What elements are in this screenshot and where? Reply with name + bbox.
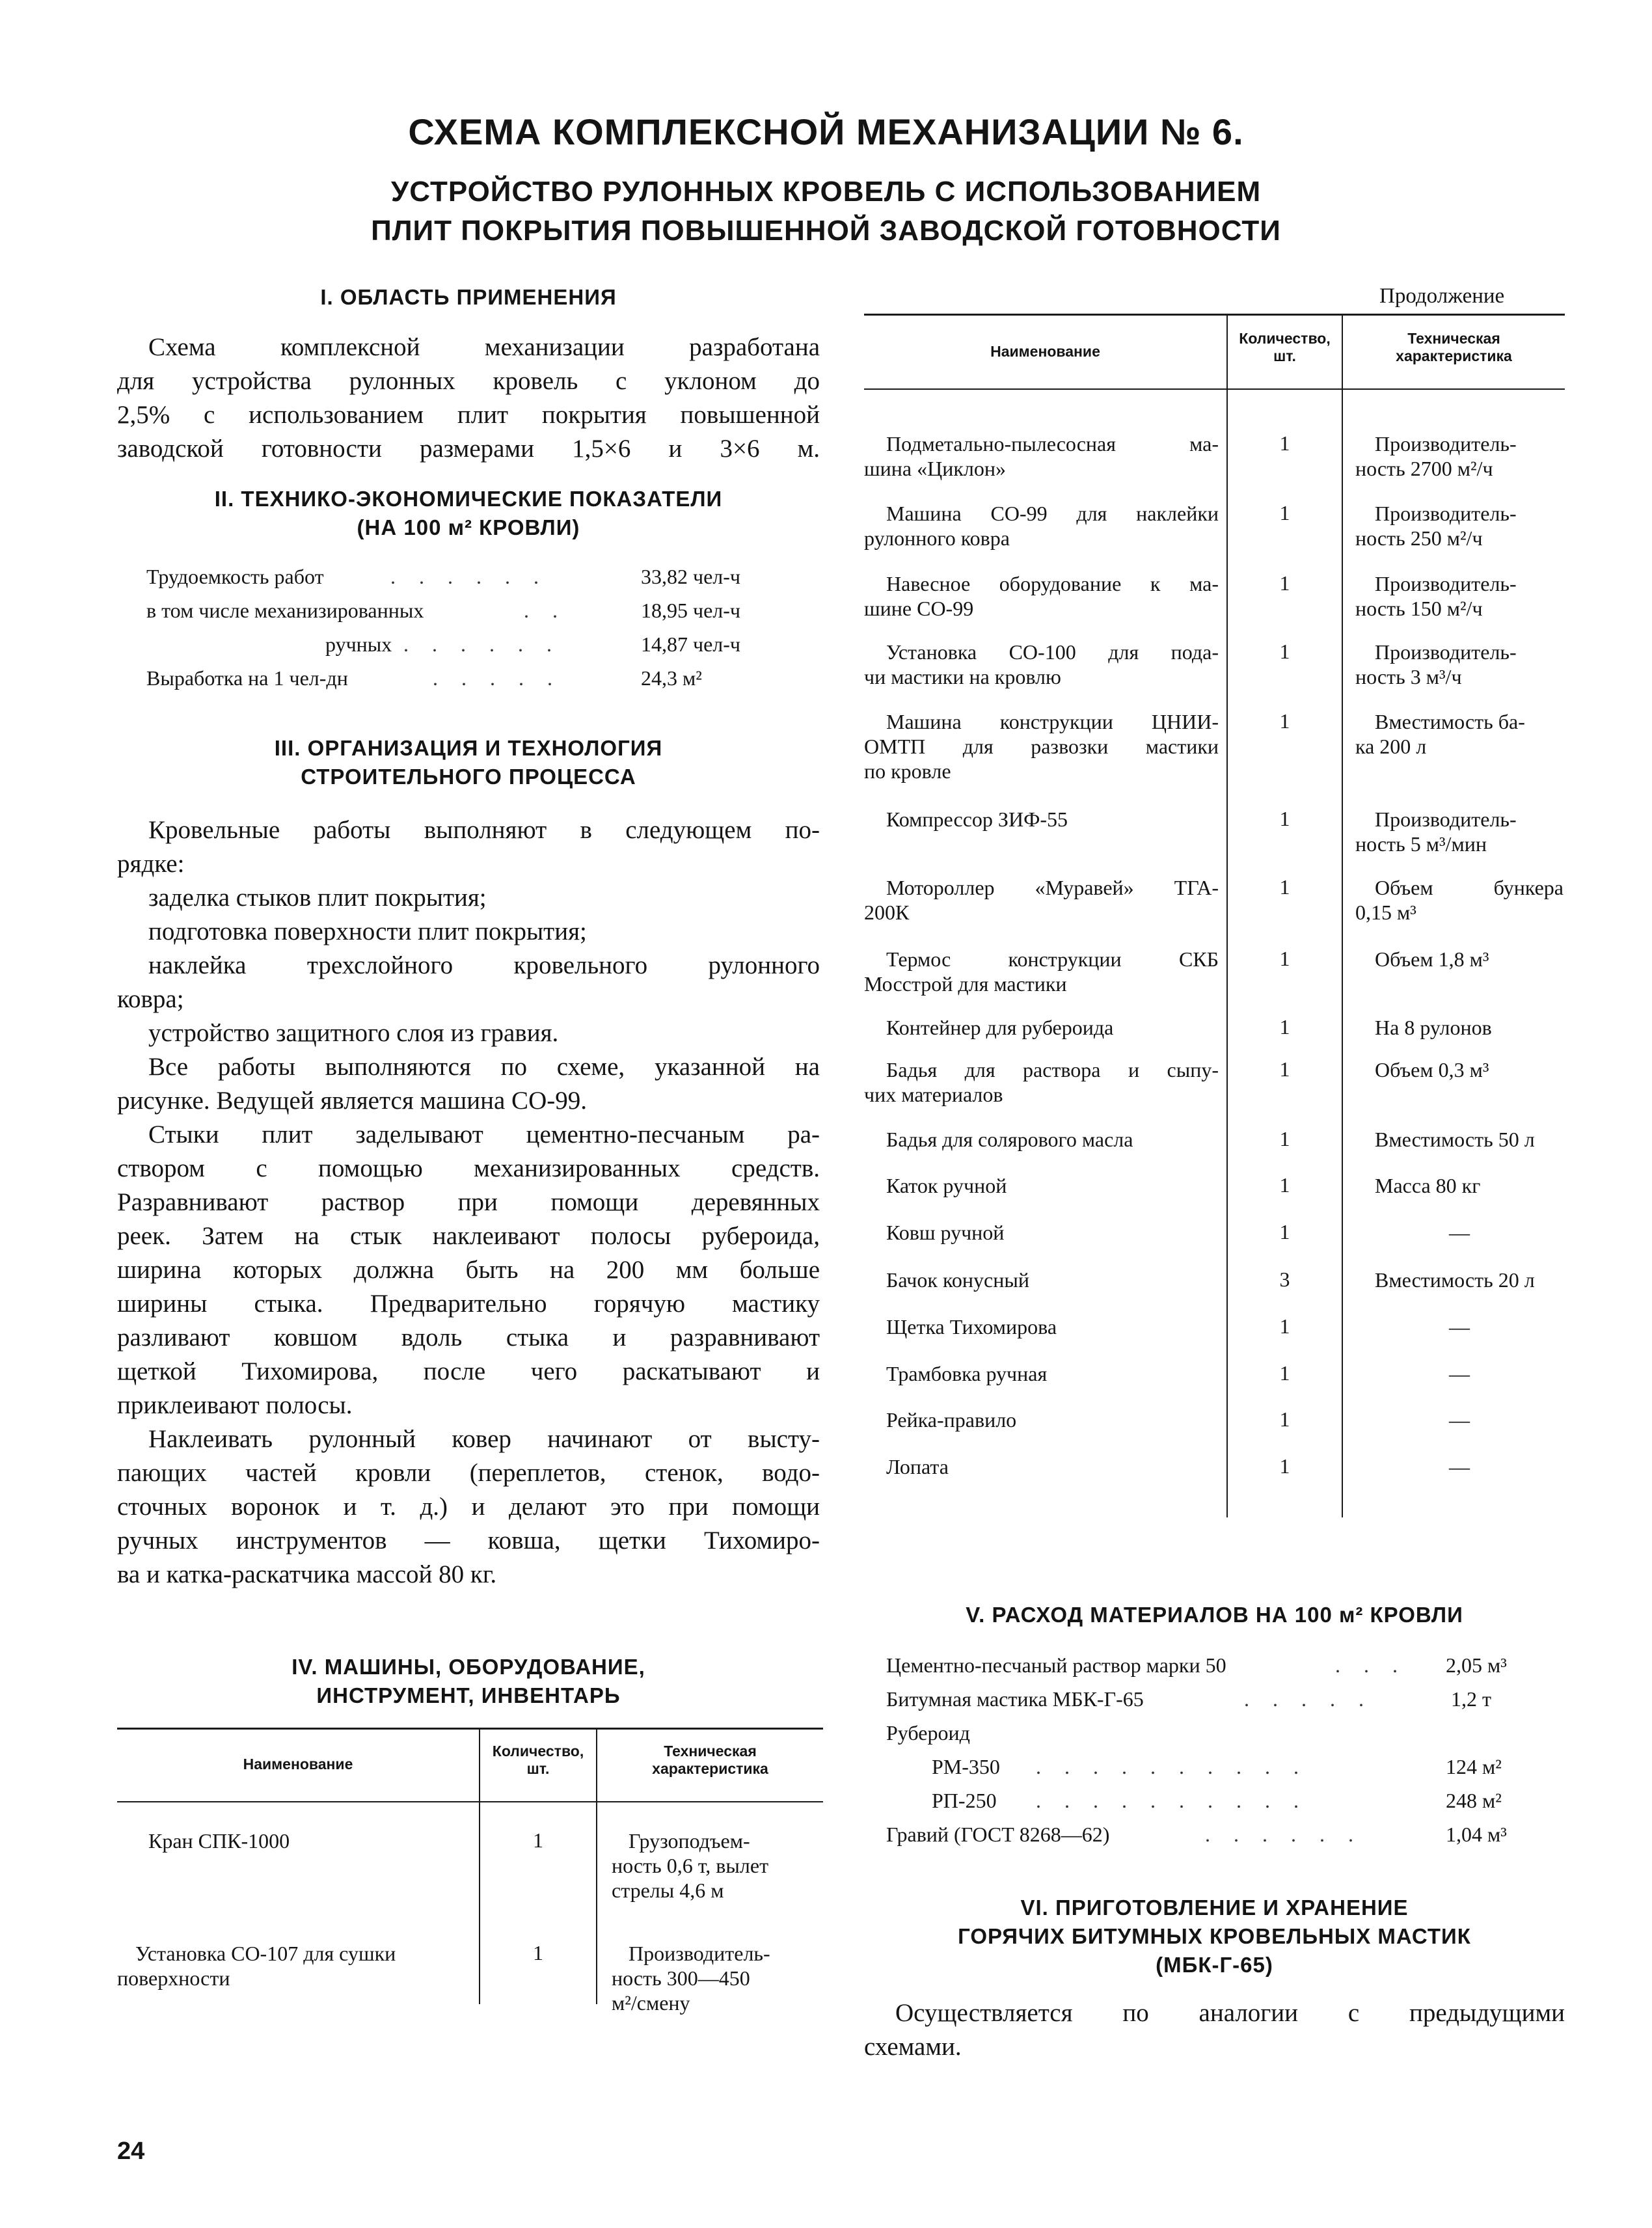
text-line: наклейка трехслойного кровельного рулонного xyxy=(148,951,820,979)
table-row-qty: 1 xyxy=(1279,709,1290,733)
table-row-qty: 1 xyxy=(1279,1127,1290,1150)
table-row-characteristics xyxy=(1355,1314,1564,1339)
char-line: стрелы 4,6 м xyxy=(612,1879,724,1902)
indicator-value: 33,82 чел-ч xyxy=(641,565,741,588)
table-header-rule xyxy=(117,1801,823,1802)
name-line: по кровле xyxy=(864,759,951,783)
text-line: рядке: xyxy=(117,850,185,878)
section-3-heading xyxy=(117,734,820,791)
heading-line: VI. ПРИГОТОВЛЕНИЕ И ХРАНЕНИЕ xyxy=(1020,1895,1409,1920)
name-line: Навесное оборудование к ма- xyxy=(886,572,1219,595)
text-line: Разравнивают раствор при помощи деревянных xyxy=(117,1188,820,1216)
char-line: Производитель- xyxy=(1375,640,1517,664)
indicator-row xyxy=(146,560,823,593)
dot-leader: . . . . . xyxy=(433,666,562,690)
table-row-characteristics xyxy=(1355,501,1564,550)
table-row-name xyxy=(864,1173,1219,1198)
dot-leader: . . . . . xyxy=(1244,1687,1373,1711)
table-row-characteristics xyxy=(1355,947,1564,971)
material-label: Гравий (ГОСТ 8268—62) xyxy=(886,1823,1110,1846)
section-1-heading: I. ОБЛАСТЬ ПРИМЕНЕНИЯ xyxy=(320,285,617,309)
table-row-qty: 1 xyxy=(1279,1220,1290,1243)
dot-leader: . . xyxy=(524,599,567,622)
indicator-label: ручных xyxy=(325,632,392,656)
heading-line: (НА 100 м² КРОВЛИ) xyxy=(357,515,580,539)
table-row-qty: 1 xyxy=(1279,1361,1290,1385)
text-line: Кровельные работы выполняют в следующем по- xyxy=(148,816,820,844)
text-line: приклеивают полосы. xyxy=(117,1391,353,1419)
header-line: шт. xyxy=(526,1760,550,1777)
table-row-name xyxy=(864,1268,1219,1292)
material-row xyxy=(886,1716,1524,1750)
name-line: Машина конструкции ЦНИИ- xyxy=(886,710,1219,733)
char-line: Вместимость ба- xyxy=(1375,710,1525,733)
heading-line: (МБК-Г-65) xyxy=(1156,1953,1273,1977)
column-header-characteristics xyxy=(1343,330,1565,365)
table-row-name xyxy=(864,1127,1219,1152)
table-row-qty: 1 xyxy=(1279,640,1290,663)
header-line: характеристика xyxy=(1396,347,1512,364)
table-row-characteristics xyxy=(1355,1057,1564,1082)
table-row-qty: 1 xyxy=(1279,1407,1290,1431)
table-row-name xyxy=(864,571,1219,621)
table-row-characteristics xyxy=(1355,1268,1564,1292)
indicator-label: Выработка на 1 чел-дн xyxy=(146,666,348,690)
material-value: 1,2 т xyxy=(1451,1687,1491,1711)
continuation-table-body xyxy=(864,423,1565,1516)
page-title: СХЕМА КОМПЛЕКСНОЙ МЕХАНИЗАЦИИ № 6. xyxy=(408,111,1244,152)
material-label: РП-250 xyxy=(932,1789,997,1812)
char-line: Объем 0,3 м³ xyxy=(1375,1058,1489,1081)
char-line: Производитель- xyxy=(629,1942,770,1965)
char-line: Вместимость 50 л xyxy=(1375,1128,1535,1151)
name-line: ОМТП для развозки мастики xyxy=(864,735,1219,758)
name-line: Бадья для солярового масла xyxy=(886,1128,1133,1151)
text-line: Наклеивать рулонный ковер начинают от высту- xyxy=(148,1425,820,1453)
text-line: сточных воронок и т. д.) и делают это при помощи xyxy=(117,1493,820,1521)
char-line: ность 250 м²/ч xyxy=(1355,526,1483,550)
column-header-qty xyxy=(1228,330,1342,365)
char-line: — xyxy=(1449,1362,1470,1385)
name-line: рулонного ковра xyxy=(864,526,1010,550)
table-top-rule xyxy=(864,314,1565,316)
char-line: — xyxy=(1449,1455,1470,1478)
table-row-characteristics xyxy=(1355,640,1564,689)
table-row-characteristics xyxy=(1355,1015,1564,1040)
material-label: РМ-350 xyxy=(932,1755,1000,1778)
indicator-label: в том числе механизированных xyxy=(146,599,424,622)
header-line: характеристика xyxy=(652,1760,768,1777)
text-line: подготовка поверхности плит покрытия; xyxy=(148,917,587,945)
section-5-heading: V. РАСХОД МАТЕРИАЛОВ НА 100 м² КРОВЛИ xyxy=(966,1603,1463,1627)
dot-leader: . . . . . . xyxy=(403,632,561,656)
dot-leader: . . . xyxy=(1335,1653,1407,1677)
table-row-characteristics xyxy=(1355,571,1564,621)
material-label: Цементно-песчаный раствор марки 50 xyxy=(886,1653,1226,1677)
char-line: На 8 рулонов xyxy=(1375,1016,1492,1039)
dot-leader: . . . . . . xyxy=(1205,1823,1362,1846)
text-line: реек. Затем на стык наклеивают полосы рубероида, xyxy=(117,1222,820,1250)
text-line: заводской готовности размерами 1,5×6 и 3×6 м. xyxy=(117,435,820,463)
name-line: Кран СПК-1000 xyxy=(148,1829,290,1853)
table-row-characteristics xyxy=(1355,875,1564,925)
text-line: заделка стыков плит покрытия; xyxy=(148,884,487,912)
text-line: щеткой Тихомирова, после чего раскатывают и xyxy=(117,1357,820,1385)
table-row-name xyxy=(130,1828,468,1853)
material-row xyxy=(886,1648,1524,1682)
text-line: Осуществляется по аналогии с предыдущими xyxy=(895,1999,1565,2027)
name-line: Бачок конусный xyxy=(886,1268,1029,1292)
subtitle-line-2: ПЛИТ ПОКРЫТИЯ ПОВЫШЕННОЙ ЗАВОДСКОЙ ГОТОВНОСТИ xyxy=(371,215,1281,247)
material-row xyxy=(886,1750,1524,1784)
table-row-characteristics xyxy=(1355,1220,1564,1245)
text-line: ва и катка-раскатчика массой 80 кг. xyxy=(117,1560,497,1588)
heading-line: СТРОИТЕЛЬНОГО ПРОЦЕССА xyxy=(301,765,636,789)
name-line: 200К xyxy=(864,901,910,924)
material-row xyxy=(886,1682,1524,1716)
section-2-heading xyxy=(117,485,820,542)
dot-leader: . . . . . . . . . . xyxy=(1036,1789,1308,1812)
material-label: Рубероид xyxy=(886,1721,970,1745)
text-line: для устройства рулонных кровель с уклоном до xyxy=(117,367,820,395)
name-line: Установка СО-100 для пода- xyxy=(886,640,1219,664)
material-value: 1,04 м³ xyxy=(1446,1823,1507,1846)
indicator-row xyxy=(146,627,823,661)
table-row-name xyxy=(864,807,1219,832)
name-line: шина «Циклон» xyxy=(864,457,1006,480)
heading-line: II. ТЕХНИКО-ЭКОНОМИЧЕСКИЕ ПОКАЗАТЕЛИ xyxy=(214,487,723,511)
char-line: Производитель- xyxy=(1375,502,1517,525)
table-row-name xyxy=(864,1454,1219,1479)
section-1-text xyxy=(117,331,820,466)
name-line: поверхности xyxy=(117,1966,230,1990)
text-line: устройство защитного слоя из гравия. xyxy=(148,1019,559,1047)
table-row-characteristics xyxy=(1355,807,1564,856)
name-line: Лопата xyxy=(886,1455,949,1478)
char-line: Производитель- xyxy=(1375,808,1517,831)
table-row-characteristics xyxy=(1355,1454,1564,1479)
indicator-row xyxy=(146,661,823,695)
name-line: Рейка-правило xyxy=(886,1408,1017,1432)
name-line: Каток ручной xyxy=(886,1174,1007,1197)
table-row-qty: 1 xyxy=(533,1828,543,1852)
material-row xyxy=(886,1817,1524,1851)
table-row-name xyxy=(864,1220,1219,1245)
section-6-text xyxy=(864,1996,1565,2064)
text-line: схемами. xyxy=(864,2033,962,2061)
name-line: Мосстрой для мастики xyxy=(864,972,1067,996)
table-row-qty: 1 xyxy=(1279,947,1290,970)
indicator-row xyxy=(146,593,823,627)
char-line: Производитель- xyxy=(1375,572,1517,595)
text-line: ковра; xyxy=(117,985,184,1013)
indicator-value: 18,95 чел-ч xyxy=(641,599,741,622)
text-line: рисунке. Ведущей является машина СО-99. xyxy=(117,1087,587,1115)
indicator-value: 24,3 м² xyxy=(641,666,702,690)
char-line: — xyxy=(1449,1315,1470,1338)
char-line: 0,15 м³ xyxy=(1355,901,1416,924)
table-row-name xyxy=(864,875,1219,925)
table-row-characteristics xyxy=(1355,1173,1564,1198)
table-row-qty: 1 xyxy=(1279,1057,1290,1081)
table-row-characteristics xyxy=(1355,1407,1564,1432)
char-line: ность 150 м²/ч xyxy=(1355,597,1483,620)
indicator-value: 14,87 чел-ч xyxy=(641,632,741,656)
table-row-characteristics xyxy=(1355,431,1564,481)
text-line: пающих частей кровли (переплетов, стенок, водо- xyxy=(117,1459,820,1487)
page-number: 24 xyxy=(117,2138,145,2165)
char-line: Масса 80 кг xyxy=(1375,1174,1481,1197)
text-line: Схема комплексной механизации разработана xyxy=(148,333,820,361)
name-line: Машина СО-99 для наклейки xyxy=(886,502,1219,525)
table-row-qty: 1 xyxy=(1279,1314,1290,1338)
table-row-qty: 1 xyxy=(1279,1454,1290,1478)
heading-line: IV. МАШИНЫ, ОБОРУДОВАНИЕ, xyxy=(291,1655,645,1679)
char-line: Вместимость 20 л xyxy=(1375,1268,1535,1292)
column-header-name: Наименование xyxy=(990,343,1100,360)
name-line: Мотороллер «Муравей» ТГА- xyxy=(886,876,1219,899)
continuation-label: Продолжение xyxy=(1379,284,1505,308)
table-row-characteristics xyxy=(1355,1361,1564,1386)
table-row-name xyxy=(864,431,1219,481)
column-header-characteristics xyxy=(597,1743,823,1778)
name-line: Щетка Тихомирова xyxy=(886,1315,1057,1338)
header-line: Техническая xyxy=(1407,330,1500,347)
section-6-heading xyxy=(864,1894,1565,1979)
table-row-name xyxy=(117,1941,468,1990)
table-row-qty: 1 xyxy=(1279,571,1290,595)
section-4-heading xyxy=(117,1653,820,1710)
dot-leader: . . . . . . . . . . xyxy=(1036,1755,1308,1778)
table-row-qty: 1 xyxy=(1279,875,1290,899)
name-line: Контейнер для рубероида xyxy=(886,1016,1114,1039)
table-row-characteristics xyxy=(1355,709,1564,759)
indicators-list xyxy=(146,560,823,695)
name-line: Термос конструкции СКБ xyxy=(886,947,1219,971)
table-row-name xyxy=(864,501,1219,550)
text-line: разливают ковшом вдоль стыка и разравнивают xyxy=(117,1324,820,1352)
name-line: Ковш ручной xyxy=(886,1221,1005,1244)
name-line: шине СО-99 xyxy=(864,597,974,620)
material-value: 124 м² xyxy=(1446,1755,1502,1778)
table-row-name xyxy=(864,1057,1219,1107)
table-row-characteristics xyxy=(1355,1127,1564,1152)
name-line: Бадья для раствора и сыпу- xyxy=(886,1058,1219,1081)
table-row-qty: 1 xyxy=(1279,1015,1290,1039)
text-line: ширина которых должна быть на 200 мм больше xyxy=(117,1256,820,1284)
section-3-text xyxy=(117,813,820,1592)
header-line: Количество, xyxy=(492,1743,584,1759)
table-row-name xyxy=(864,709,1219,783)
heading-line: ИНСТРУМЕНТ, ИНВЕНТАРЬ xyxy=(316,1683,621,1707)
header-line: Техническая xyxy=(664,1743,757,1759)
char-line: ность 3 м³/ч xyxy=(1355,665,1462,688)
material-value: 2,05 м³ xyxy=(1446,1653,1507,1677)
header-line: Количество, xyxy=(1239,330,1331,347)
char-line: Объем бункера xyxy=(1375,876,1564,899)
heading-line: III. ОРГАНИЗАЦИЯ И ТЕХНОЛОГИЯ xyxy=(274,736,663,760)
material-row xyxy=(886,1784,1524,1817)
heading-line: ГОРЯЧИХ БИТУМНЫХ КРОВЕЛЬНЫХ МАСТИК xyxy=(958,1924,1471,1948)
name-line: Компрессор ЗИФ-55 xyxy=(886,808,1068,831)
subtitle-line-1: УСТРОЙСТВО РУЛОННЫХ КРОВЕЛЬ С ИСПОЛЬЗОВАНИЕМ xyxy=(390,176,1262,208)
table-row-qty: 1 xyxy=(1279,501,1290,524)
char-line: ка 200 л xyxy=(1355,735,1427,758)
table-row-name xyxy=(864,1015,1219,1040)
name-line: Подметально-пылесосная ма- xyxy=(886,432,1219,455)
column-header-name: Наименование xyxy=(243,1756,353,1773)
name-line: Установка СО-107 для сушки xyxy=(135,1942,396,1965)
name-line: Трамбовка ручная xyxy=(886,1362,1048,1385)
char-line: ность 0,6 т, вылет xyxy=(612,1854,769,1877)
text-line: 2,5% с использованием плит покрытия повышенной xyxy=(117,401,820,429)
text-line: ручных инструментов — ковша, щетки Тихомиро- xyxy=(117,1527,820,1555)
text-line: Стыки плит заделывают цементно-песчаным ра- xyxy=(148,1121,820,1148)
name-line: чих материалов xyxy=(864,1083,1003,1106)
char-line: — xyxy=(1449,1221,1470,1244)
material-label: Битумная мастика МБК-Г-65 xyxy=(886,1687,1144,1711)
table-row-name xyxy=(864,1361,1219,1386)
char-line: Производитель- xyxy=(1375,432,1517,455)
text-line: Все работы выполняются по схеме, указанной на xyxy=(148,1053,820,1081)
table-row-qty: 3 xyxy=(1279,1268,1290,1291)
table-row-qty: 1 xyxy=(1279,807,1290,830)
table-row-qty: 1 xyxy=(1279,1173,1290,1197)
dot-leader: . . . . . . xyxy=(390,565,548,588)
char-line: Объем 1,8 м³ xyxy=(1375,947,1489,971)
table-header-rule xyxy=(864,388,1565,390)
indicator-label: Трудоемкость работ xyxy=(146,565,324,588)
text-line: створом с помощью механизированных средств. xyxy=(117,1154,820,1182)
name-line: чи мастики на кровлю xyxy=(864,665,1061,688)
table-row-name xyxy=(864,640,1219,689)
column-header-qty xyxy=(480,1743,596,1778)
material-value: 248 м² xyxy=(1446,1789,1502,1812)
text-line: ширины стыка. Предварительно горячую мастику xyxy=(117,1290,820,1318)
char-line: ность 300—450 xyxy=(612,1966,750,1990)
char-line: м²/смену xyxy=(612,1991,690,2015)
materials-list xyxy=(886,1648,1524,1851)
table-row-characteristics xyxy=(612,1941,820,2015)
char-line: ность 2700 м²/ч xyxy=(1355,457,1493,480)
table-row-name xyxy=(864,1407,1219,1432)
table-row-name xyxy=(864,1314,1219,1339)
char-line: Грузоподъем- xyxy=(629,1829,750,1853)
table-row-characteristics xyxy=(612,1828,820,1903)
header-line: шт. xyxy=(1273,347,1296,364)
table-row-qty: 1 xyxy=(1279,431,1290,455)
table-row-qty: 1 xyxy=(533,1941,543,1964)
char-line: ность 5 м³/мин xyxy=(1355,832,1487,856)
table-row-name xyxy=(864,947,1219,996)
table-top-rule xyxy=(117,1728,823,1730)
char-line: — xyxy=(1449,1408,1470,1432)
